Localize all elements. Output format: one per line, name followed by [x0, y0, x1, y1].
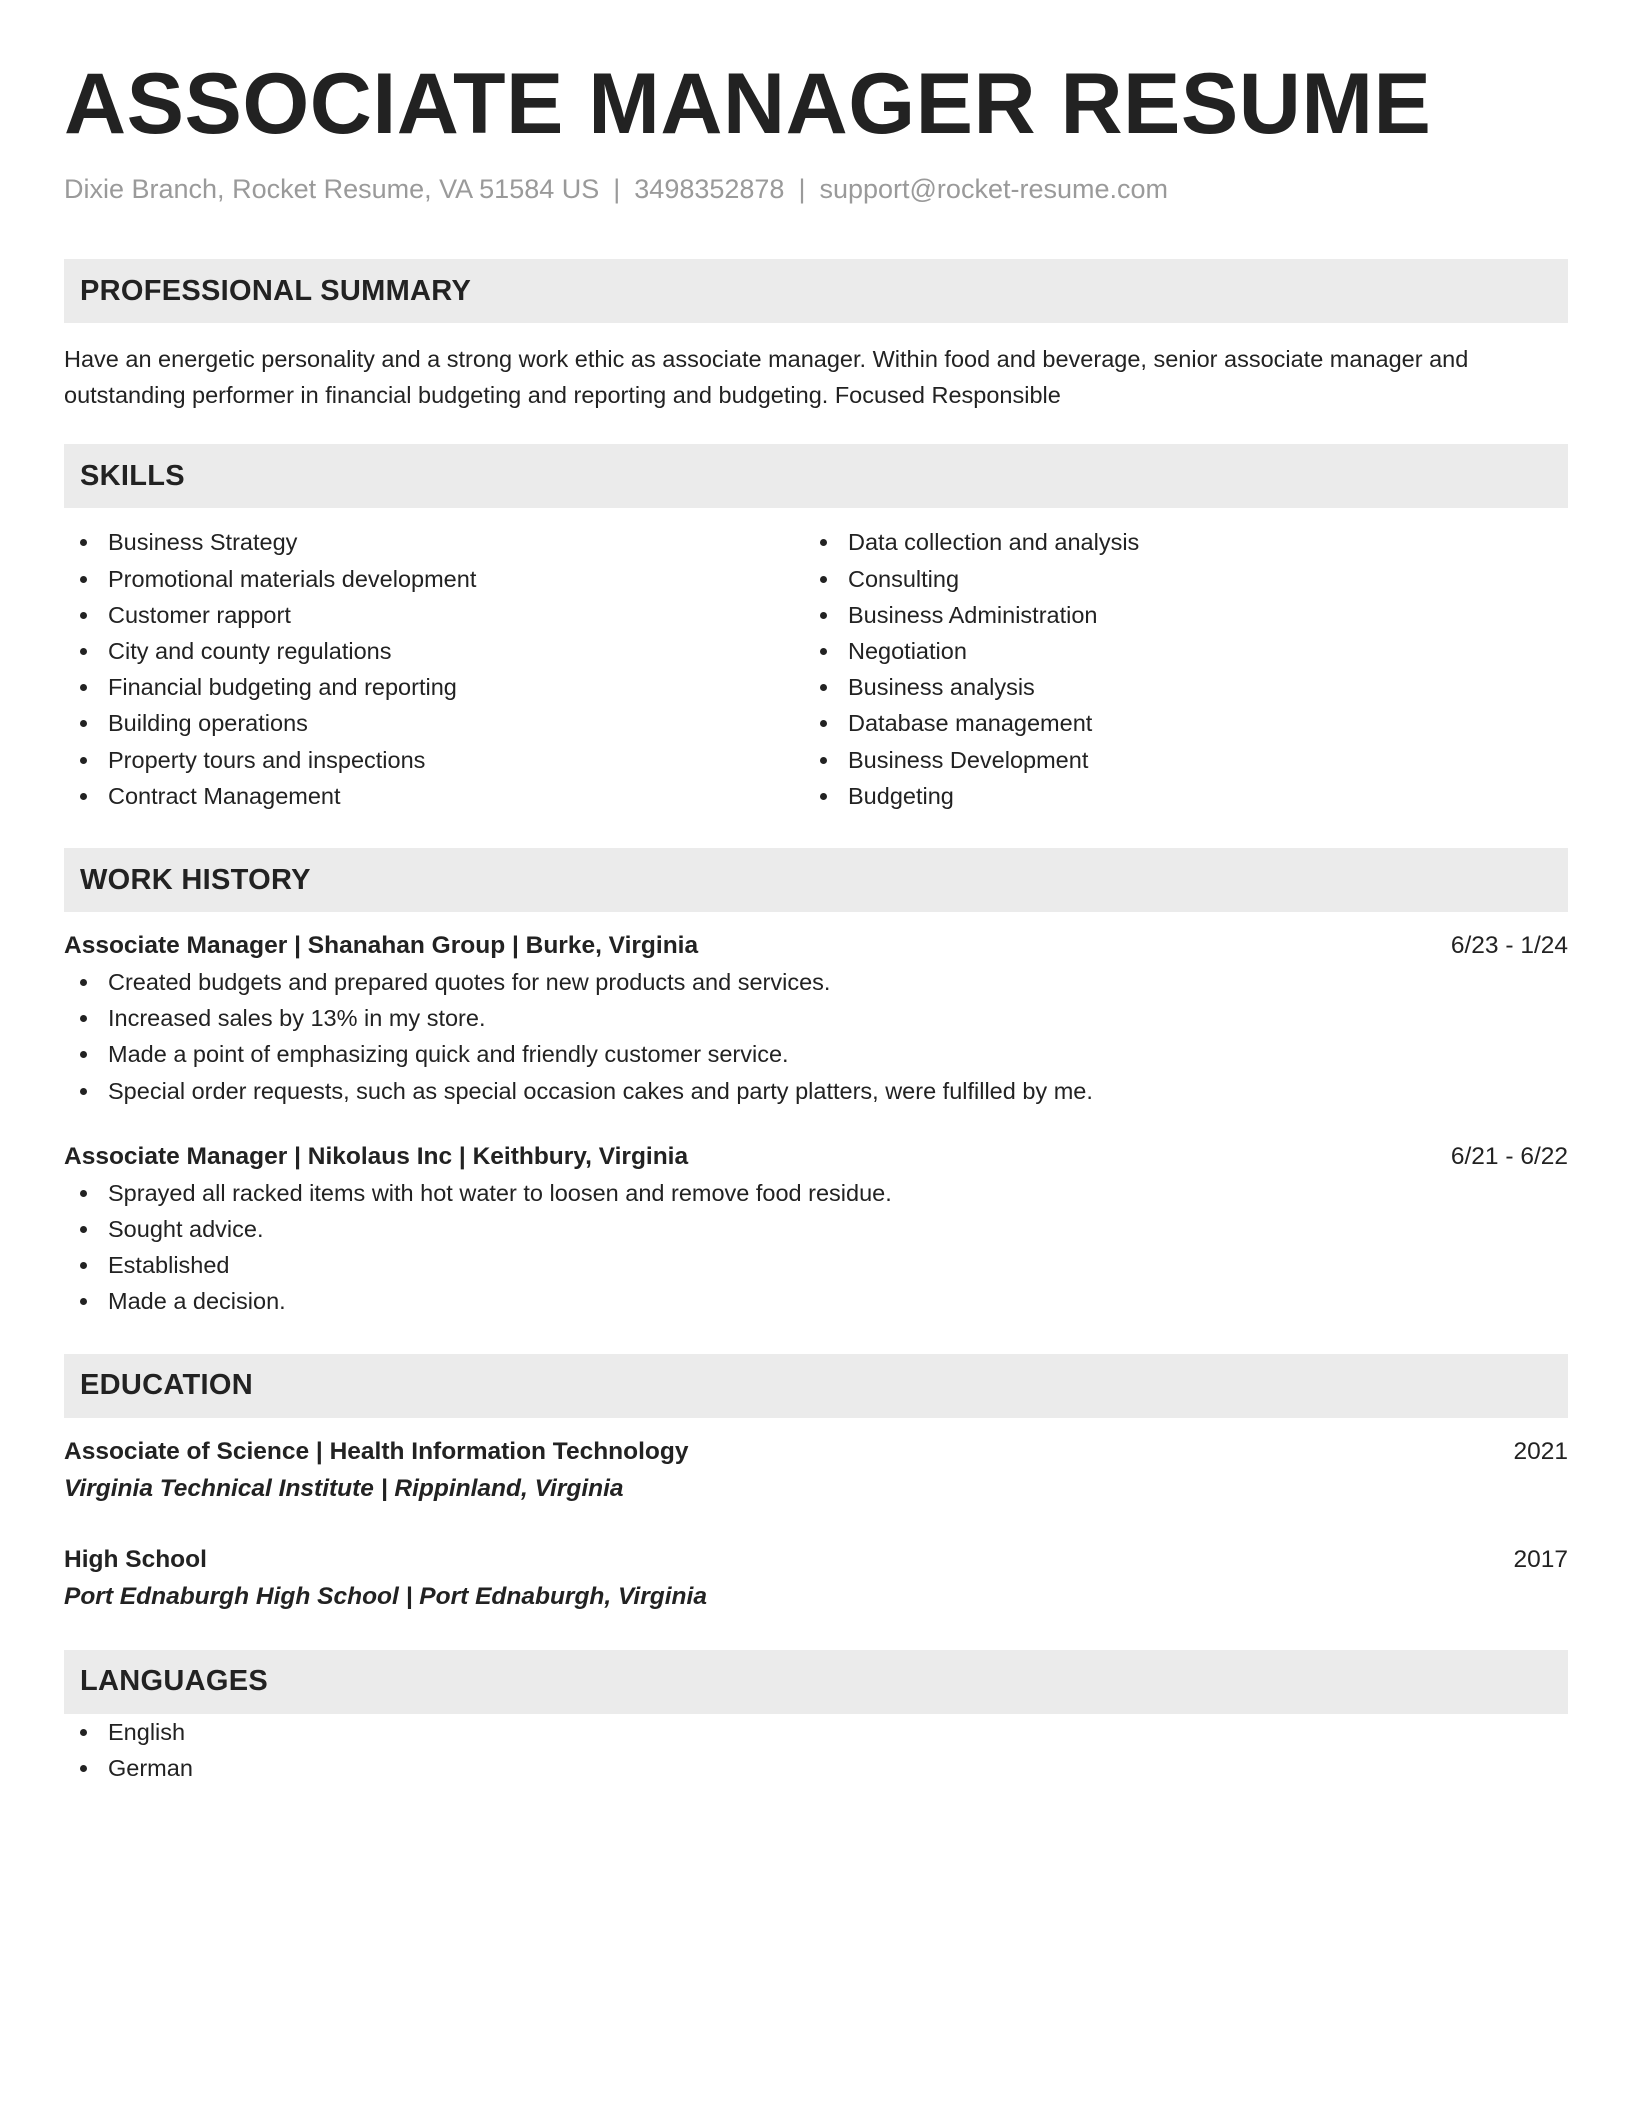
summary-text: Have an energetic personality and a strong work ethic as associate manager. Within food and beverage, senior associate manager and outstanding performer in financial budgeting and reporting and budgeting. Focused Responsible: [64, 346, 1469, 409]
education-year: 2021: [1513, 1437, 1568, 1465]
work-entry-header: [64, 1139, 1568, 1175]
skill-item: Database management: [804, 705, 1544, 741]
work-entry-header: [64, 928, 1568, 964]
job-title: Associate Manager | Shanahan Group | Burke, Virginia: [64, 932, 699, 960]
job-bullet: Made a point of emphasizing quick and friendly customer service.: [64, 1036, 1568, 1072]
job-dates: 6/21 - 6/22: [1450, 1142, 1568, 1170]
contact-separator: |: [798, 174, 806, 205]
education-heading: EDUCATION: [64, 1354, 1568, 1418]
job-bullet: Sought advice.: [64, 1211, 1568, 1247]
job-bullet: Special order requests, such as special occasion cakes and party platters, were fulfilled by me.: [64, 1073, 1568, 1109]
job-bullet: Made a decision.: [64, 1283, 1568, 1319]
contact-email: support@rocket-resume.com: [819, 174, 1168, 205]
skills-list-right: [804, 524, 1544, 814]
work-entry: [64, 928, 1568, 1109]
skill-item: Business Strategy: [64, 524, 804, 560]
work-history-heading: WORK HISTORY: [64, 848, 1568, 912]
resume-title: ASSOCIATE MANAGER RESUME: [64, 56, 1432, 152]
skills-heading: SKILLS: [64, 444, 1568, 508]
education-entry: [64, 1434, 1568, 1508]
job-bullets: [64, 964, 1568, 1109]
language-item: English: [64, 1714, 1568, 1750]
education-degree: High School: [64, 1545, 207, 1573]
education-entry-header: [64, 1434, 1568, 1470]
education-degree: Associate of Science | Health Information Technology: [64, 1437, 689, 1465]
skill-item: Negotiation: [804, 633, 1544, 669]
skill-item: Business Development: [804, 742, 1544, 778]
skill-item: Building operations: [64, 705, 804, 741]
education-school: Port Ednaburgh High School | Port Ednaburgh, Virginia: [64, 1582, 707, 1610]
education-year: 2017: [1513, 1545, 1568, 1573]
skill-item: Financial budgeting and reporting: [64, 669, 804, 705]
contact-line: [64, 172, 1568, 207]
job-bullet: Created budgets and prepared quotes for new products and services.: [64, 964, 1568, 1000]
work-entry: [64, 1139, 1568, 1320]
skill-item: Data collection and analysis: [804, 524, 1544, 560]
job-bullet: Sprayed all racked items with hot water to loosen and remove food residue.: [64, 1175, 1568, 1211]
skill-item: Contract Management: [64, 778, 804, 814]
job-dates: 6/23 - 1/24: [1450, 932, 1568, 960]
languages-list: [64, 1714, 1568, 1786]
job-bullet: Increased sales by 13% in my store.: [64, 1000, 1568, 1036]
skill-item: Customer rapport: [64, 597, 804, 633]
skill-item: City and county regulations: [64, 633, 804, 669]
job-bullets: [64, 1175, 1568, 1320]
education-entry-header: [64, 1542, 1568, 1578]
skill-item: Budgeting: [804, 778, 1544, 814]
job-bullet: Established: [64, 1247, 1568, 1283]
education-entry: [64, 1542, 1568, 1616]
skills-list-left: [64, 524, 804, 814]
skill-item: Consulting: [804, 561, 1544, 597]
language-item: German: [64, 1750, 1568, 1786]
languages-heading: LANGUAGES: [64, 1650, 1568, 1714]
job-title: Associate Manager | Nikolaus Inc | Keithbury, Virginia: [64, 1142, 689, 1170]
contact-separator: |: [613, 174, 621, 205]
skills-grid: [64, 524, 1568, 814]
skills-column-right: [804, 524, 1544, 814]
skill-item: Business Administration: [804, 597, 1544, 633]
contact-phone: 3498352878: [634, 174, 785, 205]
skill-item: Property tours and inspections: [64, 742, 804, 778]
summary-heading: PROFESSIONAL SUMMARY: [64, 259, 1568, 323]
skill-item: Business analysis: [804, 669, 1544, 705]
contact-address: Dixie Branch, Rocket Resume, VA 51584 US: [64, 174, 600, 205]
skill-item: Promotional materials development: [64, 561, 804, 597]
education-school: Virginia Technical Institute | Rippinland, Virginia: [64, 1474, 624, 1502]
skills-column-left: [64, 524, 804, 814]
